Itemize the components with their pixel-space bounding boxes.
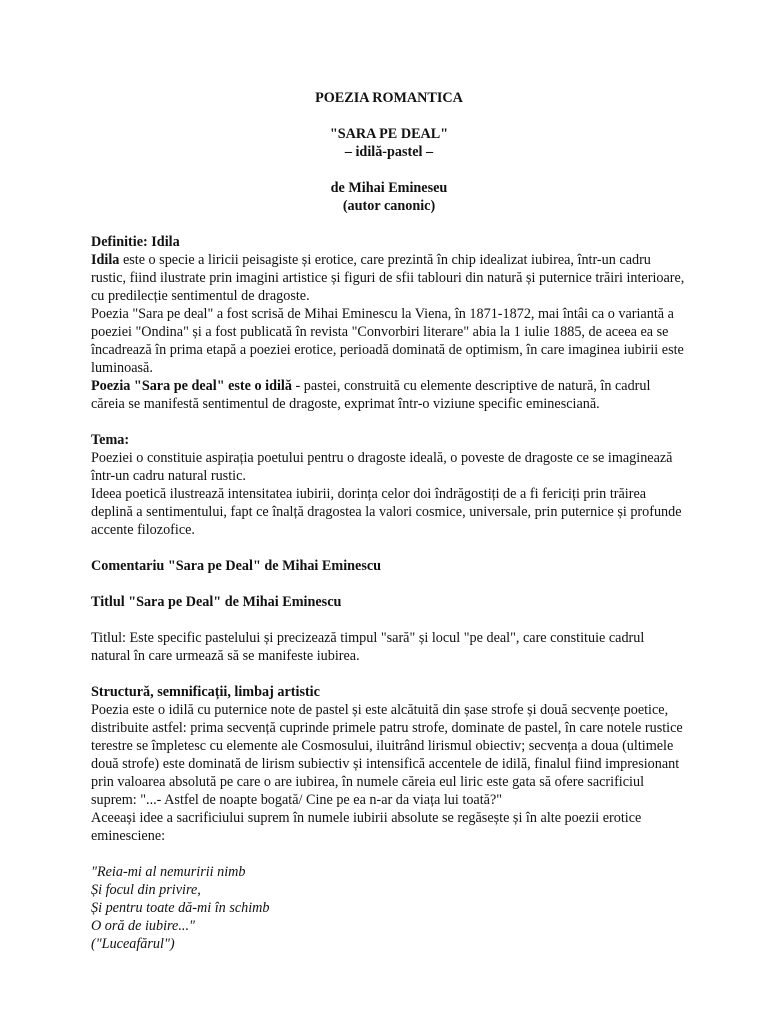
author-line: de Mihai Emineseu xyxy=(330,180,448,196)
poem-quote xyxy=(91,863,687,953)
tema-heading: Tema: xyxy=(91,432,130,448)
definition-paragraph-1 xyxy=(91,251,687,305)
poem-source: ("Luceafărul") xyxy=(91,936,175,952)
definition-paragraph-2: Poezia "Sara pe deal" a fost scrisă de Mihai Eminescu la Viena, în 1871-1872, mai întâi ca o variantă a poeziei "Ondina" și a fost publicată în revista "Convorbiri literare" abia la 1 iulie 1885, de aceea ea se încadrează în prima etapă a poeziei erotice, perioadă dominată de optimism, în care imaginea iubirii este luminoasă. xyxy=(91,306,684,376)
definition-text-3: - pastei, construită cu elemente descriptive de natură, în cadrul căreia se manifestă sentimentul de dragoste, exprimat într-o viziune specific eminesciană. xyxy=(91,378,651,412)
author-note: (autor canonic) xyxy=(342,198,436,214)
poem-line: Și focul din privire, xyxy=(91,882,201,898)
poem-title: "SARA PE DEAL" xyxy=(329,126,449,142)
definition-paragraph-3 xyxy=(91,377,687,413)
poem-line: "Reia-mi al nemuririi nimb xyxy=(91,864,246,880)
comentariu-heading: Comentariu "Sara pe Deal" de Mihai Eminescu xyxy=(91,558,382,574)
document-title: POEZIA ROMANTICA xyxy=(315,90,463,106)
definition-heading: Definitie: Idila xyxy=(91,234,180,250)
poem-line: Și pentru toate dă-mi în schimb xyxy=(91,900,270,916)
titlul-heading: Titlul "Sara pe Deal" de Mihai Eminescu xyxy=(91,594,342,610)
structura-paragraph-2: Aceeași idee a sacrificiului suprem în numele iubirii absolute se regăsește și în alte poezii erotice eminesciene: xyxy=(91,810,642,844)
tema-paragraph-1: Poeziei o constituie aspirația poetului pentru o dragoste ideală, o poveste de dragoste ce se imaginează într-un cadru natural rustic. xyxy=(91,450,673,484)
poem-line: O oră de iubire..." xyxy=(91,918,195,934)
document-page xyxy=(91,89,687,953)
definition-lead: Idila xyxy=(91,252,120,268)
definition-lead-3: Poezia "Sara pe deal" este o idilă xyxy=(91,378,292,394)
structura-paragraph-1: Poezia este o idilă cu puternice note de pastel și este alcătuită din șase strofe și două secvențe poetice, distribuite astfel: prima secvență cuprinde primele patru strofe, dominate de pastel, în care notele rustice terestre se împletesc cu elemente ale Cosmosului, iluitrând lirismul obiectiv; secvența a doua (ultimele două strofe) este dominată de lirism subiectiv și intensifică accentele de idilă, finalul fiind impresionant prin valoarea absolută pe care o are iubirea, în numele căreia eul liric este gata să ofere sacrificiul suprem: "...- Astfel de noapte bogată/ Cine pe ea n-ar da viața lui toată?" xyxy=(91,702,683,808)
titlul-paragraph: Titlul: Este specific pastelului și precizează timpul "sară" și locul "pe deal", care constituie cadrul natural în care urmează să se manifeste iubirea. xyxy=(91,630,645,664)
structura-heading: Structură, semnificații, limbaj artistic xyxy=(91,684,320,700)
definition-text-1: este o specie a liricii peisagiste și erotice, care prezintă în chip idealizat iubirea, într-un cadru rustic, fiind ilustrate prin imagini artistice și figuri de sfii tablouri din natură și puternice trăiri interioare, cu predilecție sentimentul de dragoste. xyxy=(91,252,685,304)
tema-paragraph-2: Ideea poetică ilustrează intensitatea iubirii, dorința celor doi îndrăgostiți de a fi fericiți prin trăirea deplină a sentimentului, fapt ce înalță dragostea la valori cosmice, universale, prin puternice și profunde accente filozofice. xyxy=(91,486,682,538)
poem-subtitle: – idilă-pastel – xyxy=(344,144,434,160)
